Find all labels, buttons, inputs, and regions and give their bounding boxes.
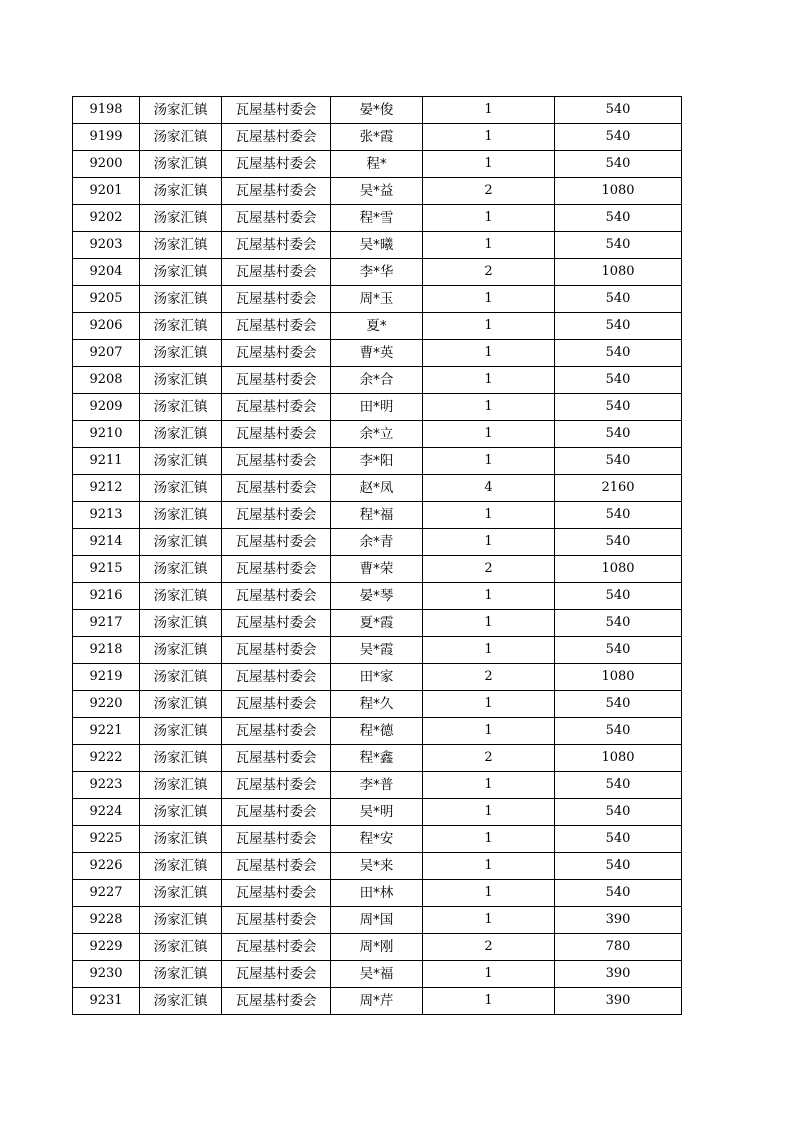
table-row	[73, 448, 682, 475]
cell-name: 程*福	[331, 502, 423, 529]
cell-amount: 540	[555, 394, 682, 421]
cell-amount: 540	[555, 529, 682, 556]
cell-count: 1	[423, 502, 555, 529]
table-row	[73, 124, 682, 151]
cell-village: 瓦屋基村委会	[222, 178, 331, 205]
cell-town: 汤家汇镇	[140, 961, 222, 988]
cell-count: 1	[423, 340, 555, 367]
cell-town: 汤家汇镇	[140, 178, 222, 205]
cell-town: 汤家汇镇	[140, 691, 222, 718]
cell-id: 9226	[73, 853, 140, 880]
cell-village: 瓦屋基村委会	[222, 529, 331, 556]
cell-village: 瓦屋基村委会	[222, 313, 331, 340]
cell-town: 汤家汇镇	[140, 151, 222, 178]
cell-town: 汤家汇镇	[140, 826, 222, 853]
cell-id: 9219	[73, 664, 140, 691]
cell-count: 2	[423, 934, 555, 961]
cell-amount: 2160	[555, 475, 682, 502]
cell-village: 瓦屋基村委会	[222, 475, 331, 502]
cell-town: 汤家汇镇	[140, 232, 222, 259]
cell-town: 汤家汇镇	[140, 313, 222, 340]
cell-name: 吴*福	[331, 961, 423, 988]
cell-amount: 540	[555, 313, 682, 340]
table-row	[73, 934, 682, 961]
cell-village: 瓦屋基村委会	[222, 799, 331, 826]
table-row	[73, 502, 682, 529]
cell-village: 瓦屋基村委会	[222, 745, 331, 772]
cell-name: 赵*凤	[331, 475, 423, 502]
cell-name: 曹*荣	[331, 556, 423, 583]
cell-amount: 540	[555, 97, 682, 124]
cell-town: 汤家汇镇	[140, 475, 222, 502]
cell-town: 汤家汇镇	[140, 340, 222, 367]
cell-count: 2	[423, 745, 555, 772]
cell-amount: 540	[555, 151, 682, 178]
cell-village: 瓦屋基村委会	[222, 988, 331, 1015]
cell-village: 瓦屋基村委会	[222, 97, 331, 124]
cell-amount: 1080	[555, 745, 682, 772]
cell-amount: 390	[555, 988, 682, 1015]
cell-name: 程*久	[331, 691, 423, 718]
cell-name: 吴*霞	[331, 637, 423, 664]
table-row	[73, 988, 682, 1015]
cell-name: 夏*	[331, 313, 423, 340]
cell-amount: 540	[555, 502, 682, 529]
table-row	[73, 664, 682, 691]
cell-count: 2	[423, 178, 555, 205]
table-row	[73, 583, 682, 610]
cell-count: 1	[423, 367, 555, 394]
cell-amount: 390	[555, 961, 682, 988]
table-row	[73, 259, 682, 286]
cell-id: 9230	[73, 961, 140, 988]
cell-name: 夏*霞	[331, 610, 423, 637]
cell-count: 1	[423, 691, 555, 718]
cell-name: 程*雪	[331, 205, 423, 232]
cell-count: 2	[423, 556, 555, 583]
cell-name: 吴*曦	[331, 232, 423, 259]
cell-amount: 540	[555, 826, 682, 853]
cell-village: 瓦屋基村委会	[222, 556, 331, 583]
table-row	[73, 610, 682, 637]
cell-village: 瓦屋基村委会	[222, 232, 331, 259]
cell-id: 9214	[73, 529, 140, 556]
cell-id: 9229	[73, 934, 140, 961]
table-row	[73, 529, 682, 556]
cell-count: 1	[423, 151, 555, 178]
cell-amount: 540	[555, 799, 682, 826]
cell-village: 瓦屋基村委会	[222, 286, 331, 313]
cell-id: 9208	[73, 367, 140, 394]
cell-village: 瓦屋基村委会	[222, 205, 331, 232]
cell-count: 1	[423, 907, 555, 934]
cell-town: 汤家汇镇	[140, 745, 222, 772]
cell-town: 汤家汇镇	[140, 394, 222, 421]
cell-count: 2	[423, 664, 555, 691]
cell-town: 汤家汇镇	[140, 286, 222, 313]
cell-village: 瓦屋基村委会	[222, 610, 331, 637]
cell-village: 瓦屋基村委会	[222, 853, 331, 880]
table-row	[73, 907, 682, 934]
table-row	[73, 286, 682, 313]
cell-count: 1	[423, 799, 555, 826]
cell-name: 吴*益	[331, 178, 423, 205]
cell-town: 汤家汇镇	[140, 988, 222, 1015]
cell-id: 9213	[73, 502, 140, 529]
cell-town: 汤家汇镇	[140, 853, 222, 880]
cell-village: 瓦屋基村委会	[222, 394, 331, 421]
cell-amount: 390	[555, 907, 682, 934]
cell-count: 2	[423, 259, 555, 286]
cell-id: 9202	[73, 205, 140, 232]
table-row	[73, 961, 682, 988]
table-row	[73, 718, 682, 745]
cell-village: 瓦屋基村委会	[222, 421, 331, 448]
cell-town: 汤家汇镇	[140, 583, 222, 610]
cell-town: 汤家汇镇	[140, 97, 222, 124]
cell-amount: 540	[555, 367, 682, 394]
cell-id: 9215	[73, 556, 140, 583]
cell-village: 瓦屋基村委会	[222, 124, 331, 151]
table-row	[73, 313, 682, 340]
cell-amount: 540	[555, 583, 682, 610]
cell-count: 1	[423, 988, 555, 1015]
cell-name: 周*刚	[331, 934, 423, 961]
table-body	[73, 97, 682, 1015]
cell-count: 1	[423, 583, 555, 610]
cell-town: 汤家汇镇	[140, 124, 222, 151]
cell-id: 9209	[73, 394, 140, 421]
cell-id: 9224	[73, 799, 140, 826]
cell-amount: 540	[555, 718, 682, 745]
cell-town: 汤家汇镇	[140, 529, 222, 556]
table-row	[73, 205, 682, 232]
cell-amount: 540	[555, 448, 682, 475]
cell-count: 1	[423, 529, 555, 556]
cell-id: 9218	[73, 637, 140, 664]
cell-id: 9222	[73, 745, 140, 772]
table-row	[73, 556, 682, 583]
cell-town: 汤家汇镇	[140, 556, 222, 583]
cell-id: 9227	[73, 880, 140, 907]
table-row	[73, 97, 682, 124]
cell-name: 程*德	[331, 718, 423, 745]
cell-village: 瓦屋基村委会	[222, 151, 331, 178]
cell-amount: 540	[555, 205, 682, 232]
cell-id: 9198	[73, 97, 140, 124]
cell-count: 1	[423, 961, 555, 988]
cell-name: 李*华	[331, 259, 423, 286]
cell-count: 1	[423, 718, 555, 745]
cell-name: 晏*俊	[331, 97, 423, 124]
cell-count: 1	[423, 610, 555, 637]
cell-village: 瓦屋基村委会	[222, 583, 331, 610]
cell-village: 瓦屋基村委会	[222, 934, 331, 961]
cell-amount: 540	[555, 772, 682, 799]
cell-village: 瓦屋基村委会	[222, 772, 331, 799]
cell-village: 瓦屋基村委会	[222, 259, 331, 286]
table-row	[73, 367, 682, 394]
cell-amount: 1080	[555, 259, 682, 286]
cell-village: 瓦屋基村委会	[222, 502, 331, 529]
table-row	[73, 772, 682, 799]
cell-id: 9201	[73, 178, 140, 205]
cell-village: 瓦屋基村委会	[222, 691, 331, 718]
cell-name: 周*芹	[331, 988, 423, 1015]
cell-name: 程*安	[331, 826, 423, 853]
cell-amount: 540	[555, 853, 682, 880]
cell-amount: 1080	[555, 664, 682, 691]
cell-village: 瓦屋基村委会	[222, 880, 331, 907]
cell-village: 瓦屋基村委会	[222, 367, 331, 394]
cell-amount: 540	[555, 610, 682, 637]
cell-name: 田*家	[331, 664, 423, 691]
cell-village: 瓦屋基村委会	[222, 907, 331, 934]
table-row	[73, 853, 682, 880]
cell-id: 9220	[73, 691, 140, 718]
cell-town: 汤家汇镇	[140, 421, 222, 448]
cell-count: 1	[423, 853, 555, 880]
cell-name: 李*普	[331, 772, 423, 799]
cell-town: 汤家汇镇	[140, 610, 222, 637]
cell-id: 9199	[73, 124, 140, 151]
cell-name: 晏*琴	[331, 583, 423, 610]
cell-town: 汤家汇镇	[140, 205, 222, 232]
table-row	[73, 880, 682, 907]
cell-amount: 540	[555, 232, 682, 259]
cell-count: 1	[423, 637, 555, 664]
cell-town: 汤家汇镇	[140, 502, 222, 529]
cell-village: 瓦屋基村委会	[222, 637, 331, 664]
cell-id: 9217	[73, 610, 140, 637]
cell-town: 汤家汇镇	[140, 718, 222, 745]
cell-town: 汤家汇镇	[140, 259, 222, 286]
cell-count: 4	[423, 475, 555, 502]
cell-name: 余*合	[331, 367, 423, 394]
table-row	[73, 340, 682, 367]
cell-amount: 540	[555, 340, 682, 367]
cell-id: 9221	[73, 718, 140, 745]
cell-town: 汤家汇镇	[140, 772, 222, 799]
cell-amount: 540	[555, 880, 682, 907]
cell-count: 1	[423, 772, 555, 799]
cell-id: 9216	[73, 583, 140, 610]
cell-id: 9231	[73, 988, 140, 1015]
cell-id: 9212	[73, 475, 140, 502]
cell-name: 程*	[331, 151, 423, 178]
cell-village: 瓦屋基村委会	[222, 448, 331, 475]
cell-name: 吴*明	[331, 799, 423, 826]
table-row	[73, 421, 682, 448]
cell-village: 瓦屋基村委会	[222, 961, 331, 988]
cell-id: 9228	[73, 907, 140, 934]
cell-id: 9205	[73, 286, 140, 313]
cell-amount: 540	[555, 124, 682, 151]
table-row	[73, 394, 682, 421]
cell-id: 9210	[73, 421, 140, 448]
cell-amount: 540	[555, 691, 682, 718]
cell-name: 田*明	[331, 394, 423, 421]
cell-amount: 780	[555, 934, 682, 961]
cell-village: 瓦屋基村委会	[222, 340, 331, 367]
cell-name: 余*立	[331, 421, 423, 448]
cell-id: 9204	[73, 259, 140, 286]
cell-count: 1	[423, 826, 555, 853]
cell-count: 1	[423, 205, 555, 232]
cell-amount: 1080	[555, 178, 682, 205]
table-row	[73, 799, 682, 826]
cell-name: 周*玉	[331, 286, 423, 313]
table-row	[73, 691, 682, 718]
table-row	[73, 475, 682, 502]
cell-town: 汤家汇镇	[140, 799, 222, 826]
cell-id: 9206	[73, 313, 140, 340]
table-row	[73, 745, 682, 772]
cell-amount: 540	[555, 637, 682, 664]
cell-town: 汤家汇镇	[140, 880, 222, 907]
cell-town: 汤家汇镇	[140, 907, 222, 934]
cell-count: 1	[423, 97, 555, 124]
data-table	[72, 96, 682, 1015]
cell-count: 1	[423, 313, 555, 340]
cell-name: 余*青	[331, 529, 423, 556]
cell-count: 1	[423, 880, 555, 907]
cell-count: 1	[423, 394, 555, 421]
cell-name: 张*霞	[331, 124, 423, 151]
cell-name: 程*鑫	[331, 745, 423, 772]
cell-count: 1	[423, 448, 555, 475]
cell-village: 瓦屋基村委会	[222, 664, 331, 691]
cell-id: 9207	[73, 340, 140, 367]
cell-town: 汤家汇镇	[140, 934, 222, 961]
cell-village: 瓦屋基村委会	[222, 826, 331, 853]
table-row	[73, 826, 682, 853]
cell-count: 1	[423, 232, 555, 259]
cell-name: 吴*来	[331, 853, 423, 880]
cell-amount: 540	[555, 286, 682, 313]
cell-name: 田*林	[331, 880, 423, 907]
cell-town: 汤家汇镇	[140, 367, 222, 394]
cell-id: 9203	[73, 232, 140, 259]
table-row	[73, 178, 682, 205]
cell-town: 汤家汇镇	[140, 448, 222, 475]
cell-name: 李*阳	[331, 448, 423, 475]
cell-count: 1	[423, 421, 555, 448]
cell-name: 曹*英	[331, 340, 423, 367]
cell-id: 9223	[73, 772, 140, 799]
cell-town: 汤家汇镇	[140, 664, 222, 691]
table-row	[73, 637, 682, 664]
cell-id: 9200	[73, 151, 140, 178]
cell-town: 汤家汇镇	[140, 637, 222, 664]
cell-village: 瓦屋基村委会	[222, 718, 331, 745]
cell-name: 周*国	[331, 907, 423, 934]
table-row	[73, 232, 682, 259]
cell-count: 1	[423, 124, 555, 151]
cell-count: 1	[423, 286, 555, 313]
cell-amount: 1080	[555, 556, 682, 583]
cell-id: 9211	[73, 448, 140, 475]
cell-id: 9225	[73, 826, 140, 853]
cell-amount: 540	[555, 421, 682, 448]
table-row	[73, 151, 682, 178]
